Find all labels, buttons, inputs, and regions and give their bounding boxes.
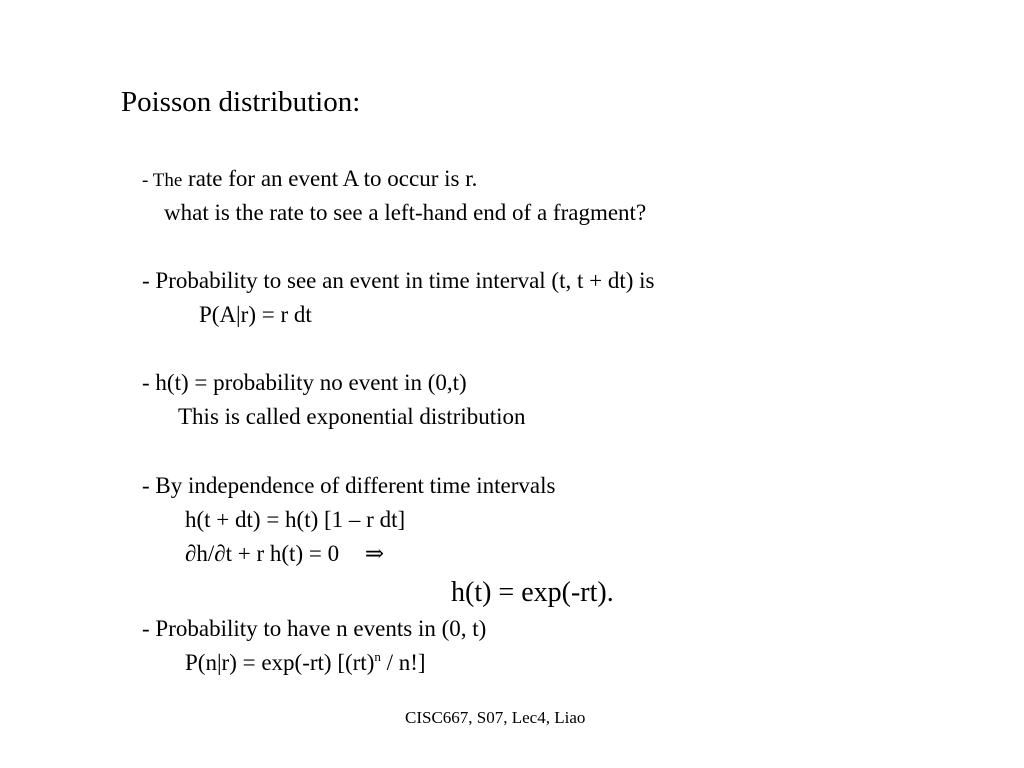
independence-result: h(t) = exp(-rt). bbox=[451, 577, 614, 608]
n-events-formula-sup: n bbox=[374, 649, 381, 664]
implies-symbol: ⇒ bbox=[364, 541, 385, 566]
independence-eq2: ∂h/∂t + r h(t) = 0 bbox=[185, 541, 340, 566]
rate-dash-the: - The bbox=[142, 170, 183, 191]
probability-text: - Probability to see an event in time interval (t, t + dt) is bbox=[142, 268, 655, 293]
independence-text: - By independence of different time intervals bbox=[142, 473, 556, 498]
n-events-formula-pre: P(n|r) = exp(-rt) [(rt) bbox=[185, 650, 375, 675]
independence-eq2-line bbox=[185, 540, 384, 568]
probability-formula: P(A|r) = r dt bbox=[199, 302, 312, 327]
slide-title: Poisson distribution: bbox=[121, 86, 361, 118]
slide-footer: CISC667, S07, Lec4, Liao bbox=[405, 708, 586, 727]
h-text: - h(t) = probability no event in (0,t) bbox=[142, 370, 467, 395]
h-note: This is called exponential distribution bbox=[178, 404, 526, 429]
rate-text: rate for an event A to occur is r. bbox=[188, 166, 478, 191]
independence-eq1: h(t + dt) = h(t) [1 – r dt] bbox=[185, 507, 406, 532]
n-events-text: - Probability to have n events in (0, t) bbox=[142, 616, 487, 641]
rate-question: what is the rate to see a left-hand end of a fragment? bbox=[164, 200, 647, 225]
n-events-formula bbox=[185, 649, 426, 677]
rate-line bbox=[142, 165, 477, 195]
n-events-formula-post: / n!] bbox=[380, 650, 426, 675]
